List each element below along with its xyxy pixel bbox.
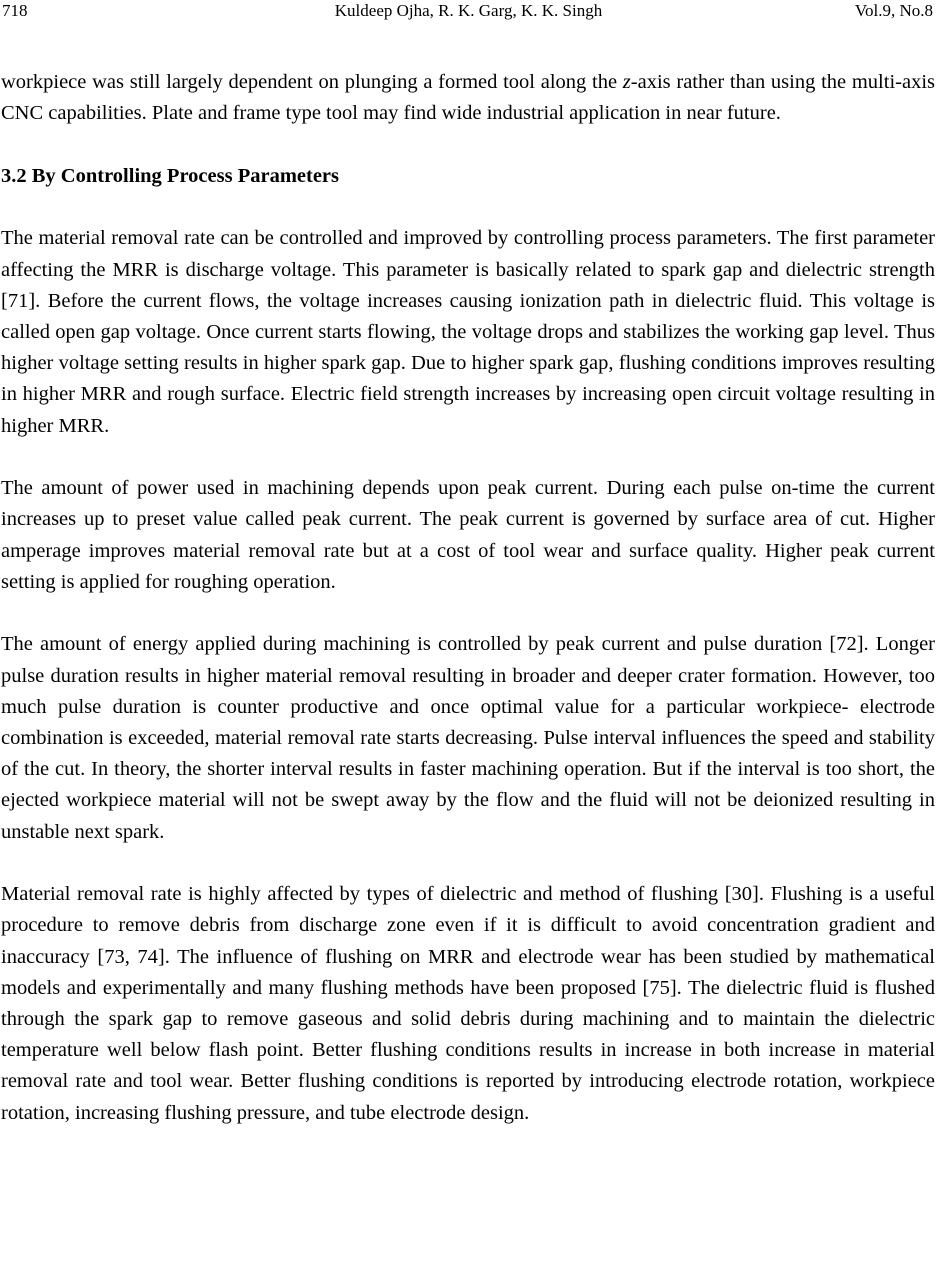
paragraph-flushing: Material removal rate is highly affected by types of dielectric and method of flushing [30]. Flushing is a useful procedure to remove debris from discharge zone even if it is difficult to avoid concentration gradient and inaccuracy [73, 74]. The influence of flushing on MRR and electrode wear has been studied by mathematical models and experimentally and many flushing methods have been proposed [75]. The dielectric fluid is flushed through the spark gap to remove gaseous and solid debris during machining and to maintain the dielectric temperature well below flash point. Better flushing conditions results in increase in both increase in material removal rate and tool wear. Better flushing conditions is reported by introducing electrode rotation, workpiece rotation, increasing flushing pressure, and tube electrode design. <box>1 883 935 1124</box>
intro-italic-z: z <box>622 71 631 93</box>
paragraph-peak-current: The amount of power used in machining depends upon peak current. During each pulse on-time the current increases up to preset value called peak current. The peak current is governed by surface area of cut. Higher amperage improves material removal rate but at a cost of tool wear and surface quality. Higher peak current setting is applied for roughing operation. <box>1 477 935 593</box>
page-number: 718 <box>2 1 28 20</box>
running-head-authors: Kuldeep Ojha, R. K. Garg, K. K. Singh <box>334 1 603 20</box>
intro-text-2: -axis rather than using the multi-axis CNC capabilities. Plate and frame type tool may find wide industrial application in near future. <box>1 71 935 125</box>
intro-paragraph <box>1 67 935 129</box>
journal-volume: Vol.9, No.8 <box>854 1 933 20</box>
paragraph-pulse-duration: The amount of energy applied during machining is controlled by peak current and pulse duration [72]. Longer pulse duration results in higher material removal resulting in broader and deeper crater formation. However, too much pulse duration is counter productive and once optimal value for a particular workpiece- electrode combination is exceeded, material removal rate starts decreasing. Pulse interval influences the speed and stability of the cut. In theory, the shorter interval results in faster machining operation. But if the interval is too short, the ejected workpiece material will not be swept away by the flow and the fluid will not be deionized resulting in unstable next spark. <box>1 633 935 843</box>
section-heading: 3.2 By Controlling Process Parameters <box>1 164 339 187</box>
page-body <box>1 67 935 1129</box>
paragraph-discharge-voltage: The material removal rate can be controlled and improved by controlling process parameters. The first parameter affecting the MRR is discharge voltage. This parameter is basically related to spark gap and dielectric strength [71]. Before the current flows, the voltage increases causing ionization path in dielectric fluid. This voltage is called open gap voltage. Once current starts flowing, the voltage drops and stabilizes the working gap level. Thus higher voltage setting results in higher spark gap. Due to higher spark gap, flushing conditions improves resulting in higher MRR and rough surface. Electric field strength increases by increasing open circuit voltage resulting in higher MRR. <box>1 227 935 437</box>
page-header <box>0 0 937 24</box>
intro-text-1: workpiece was still largely dependent on plunging a formed tool along the <box>1 71 623 93</box>
